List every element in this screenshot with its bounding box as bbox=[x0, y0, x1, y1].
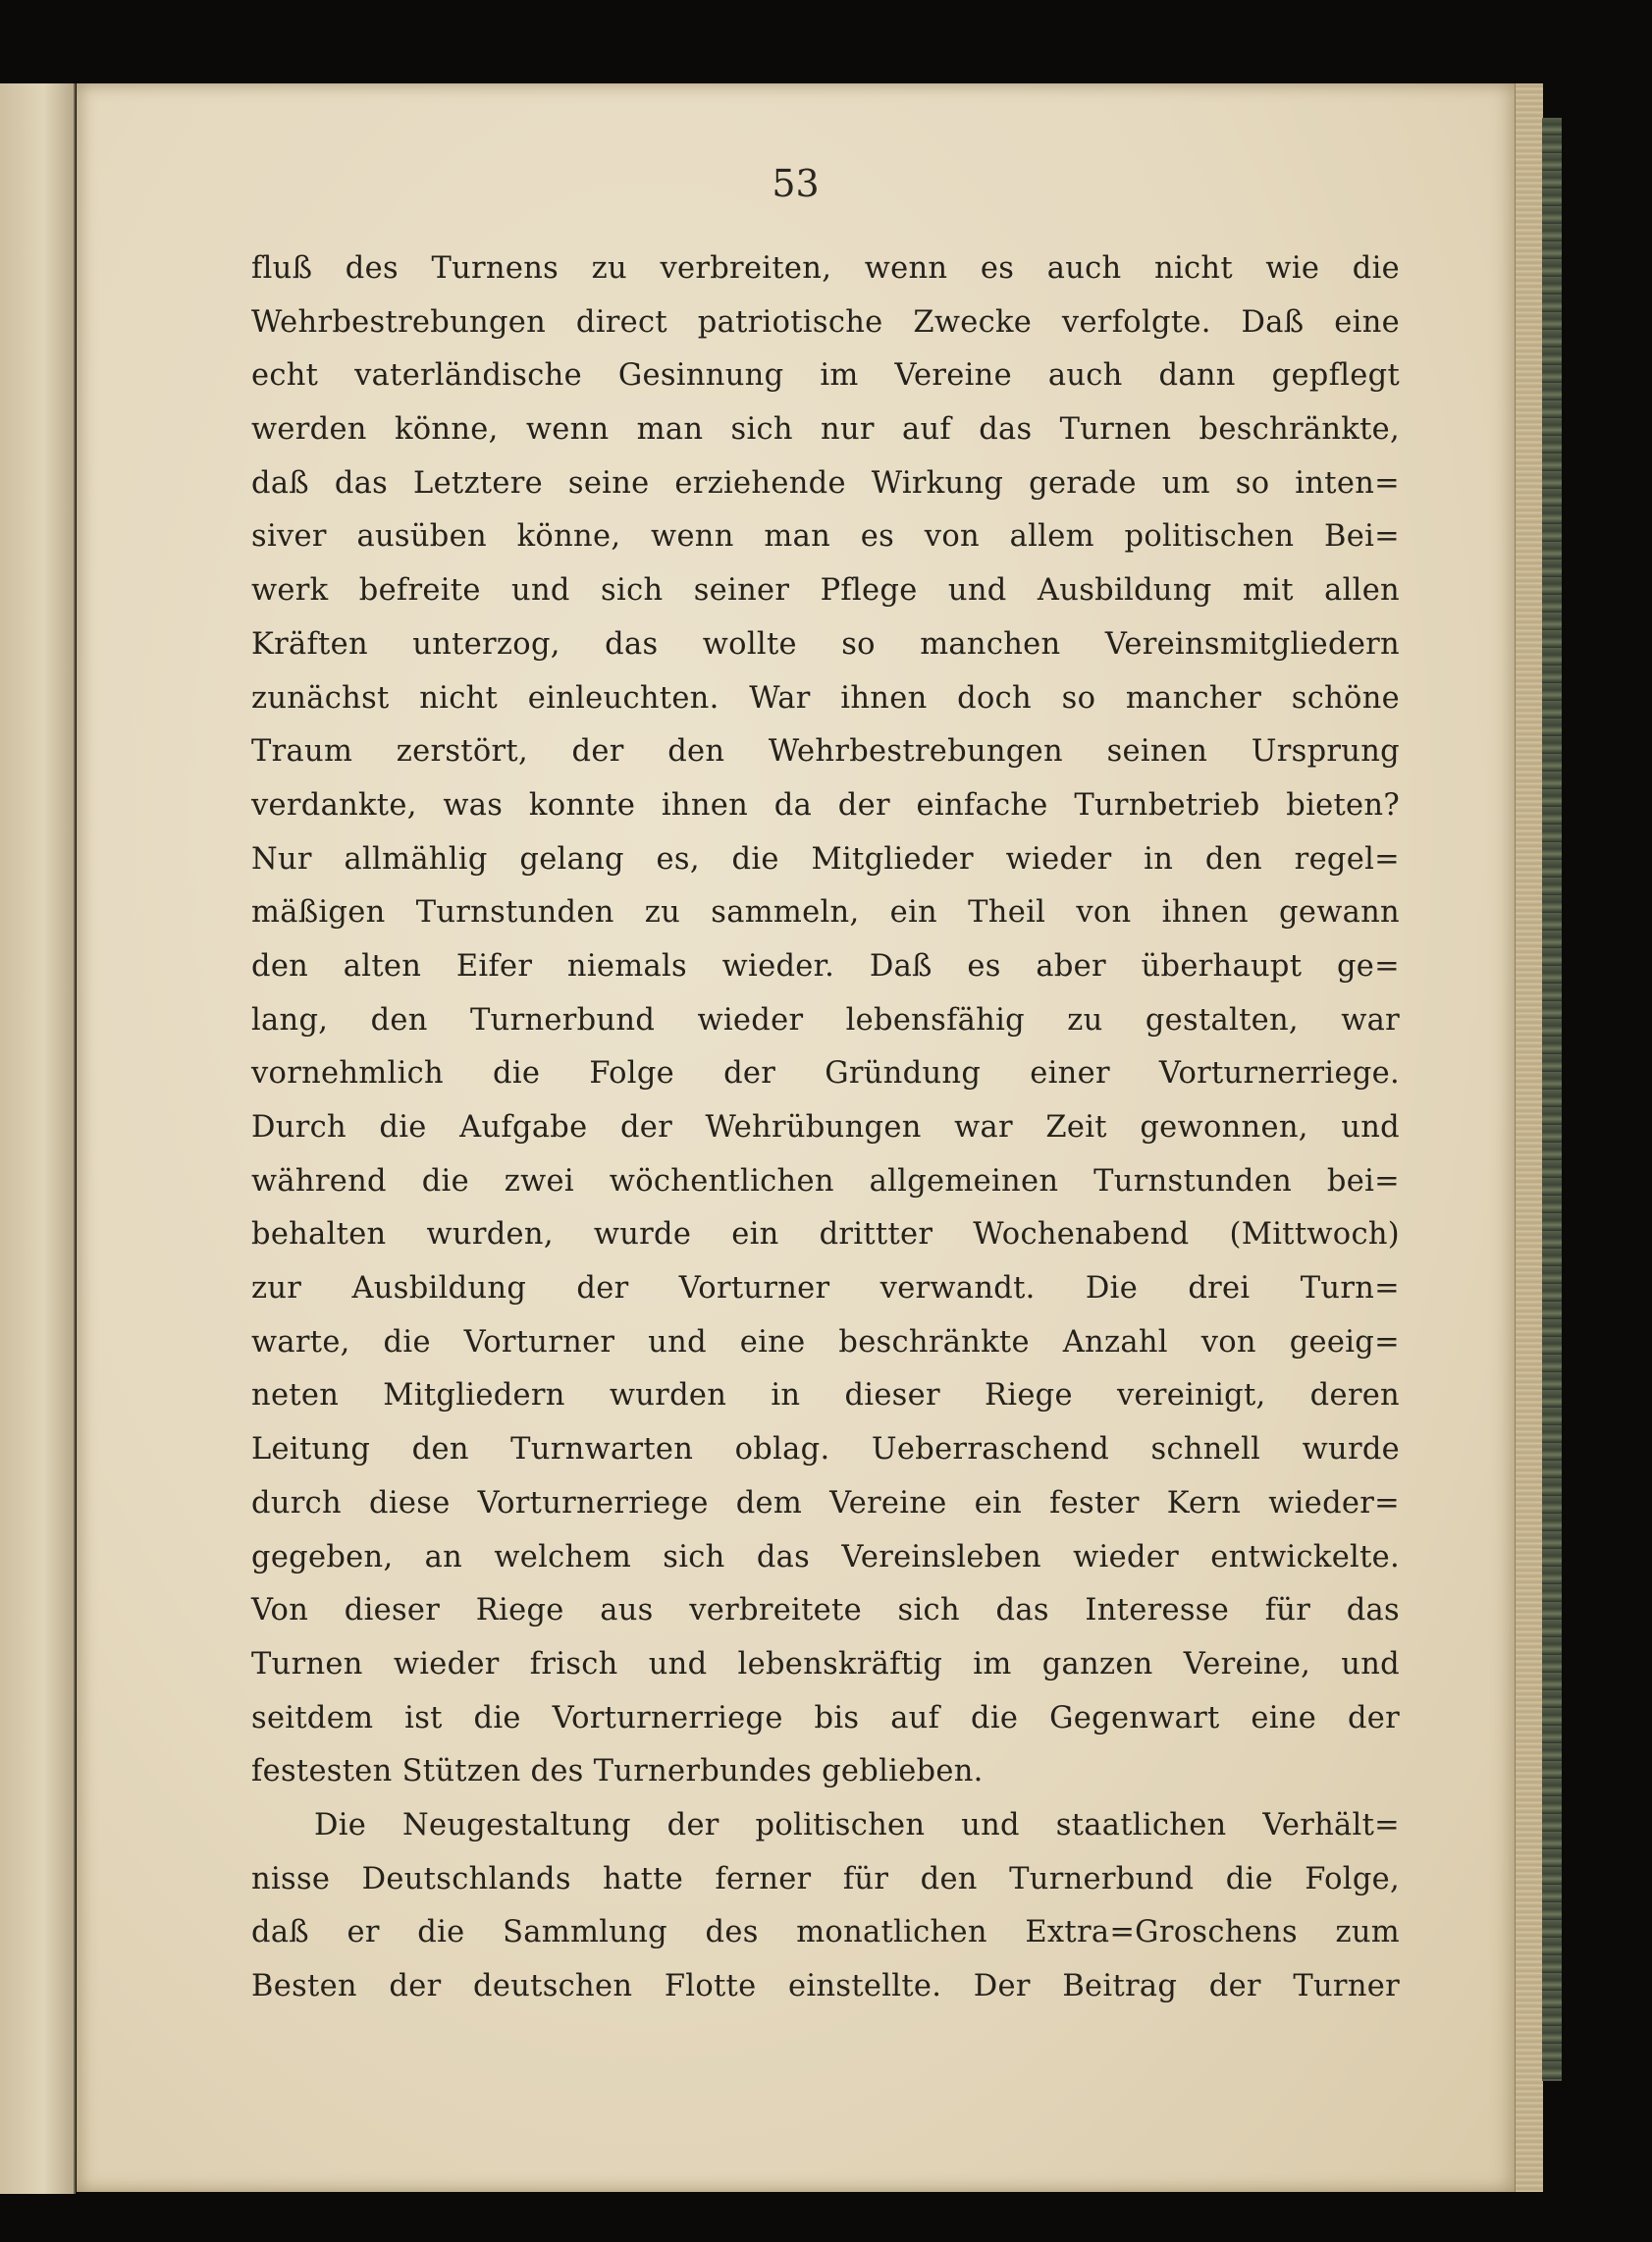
page-block-edge bbox=[1515, 83, 1543, 2192]
text-line: behalten wurden, wurde ein drittter Wochenabend (Mittwoch) bbox=[251, 1217, 1400, 1253]
text-line: Durch die Aufgabe der Wehrübungen war Zeit gewonnen, und bbox=[251, 1110, 1400, 1145]
text-line: Die Neugestaltung der politischen und staatlichen Verhält= bbox=[314, 1807, 1400, 1842]
text-line: seitdem ist die Vorturnerriege bis auf die Gegenwart eine der bbox=[251, 1700, 1400, 1735]
text-line: festesten Stützen des Turnerbundes geblieben. bbox=[251, 1754, 984, 1789]
text-line: zunächst nicht einleuchten. War ihnen doch so mancher schöne bbox=[251, 680, 1400, 716]
text-line: fluß des Turnens zu verbreiten, wenn es auch nicht wie die bbox=[251, 251, 1400, 286]
text-line: daß das Letztere seine erziehende Wirkung gerade um so inten= bbox=[251, 465, 1400, 501]
text-line: während die zwei wöchentlichen allgemeinen Turnstunden bei= bbox=[251, 1163, 1400, 1199]
left-page-edge bbox=[0, 83, 76, 2194]
text-line: echt vaterländische Gesinnung im Vereine auch dann gepflegt bbox=[251, 358, 1400, 394]
text-line: gegeben, an welchem sich das Vereinsleben wieder entwickelte. bbox=[251, 1539, 1400, 1575]
text-line: siver ausüben könne, wenn man es von allem politischen Bei= bbox=[251, 519, 1400, 555]
text-line: durch diese Vorturnerriege dem Vereine ein fester Kern wieder= bbox=[251, 1485, 1400, 1521]
text-line: Traum zerstört, der den Wehrbestrebungen seinen Ursprung bbox=[251, 734, 1400, 770]
text-line: vornehmlich die Folge der Gründung einer Vorturnerriege. bbox=[251, 1056, 1400, 1092]
text-line: Kräften unterzog, das wollte so manchen Vereinsmitgliedern bbox=[251, 626, 1400, 662]
text-line: warte, die Vorturner und eine beschränkte Anzahl von geeig= bbox=[251, 1324, 1400, 1360]
text-line: Turnen wieder frisch und lebenskräftig im ganzen Vereine, und bbox=[251, 1646, 1400, 1682]
text-line: Wehrbestrebungen direct patriotische Zwecke verfolgte. Daß eine bbox=[251, 304, 1400, 340]
text-line: Von dieser Riege aus verbreitete sich das Interesse für das bbox=[251, 1593, 1400, 1628]
text-line: lang, den Turnerbund wieder lebensfähig zu gestalten, war bbox=[251, 1002, 1400, 1038]
text-line: Besten der deutschen Flotte einstellte. Der Beitrag der Turner bbox=[251, 1969, 1400, 2003]
binding-strip bbox=[1542, 118, 1562, 2081]
text-line: Leitung den Turnwarten oblag. Ueberraschend schnell wurde bbox=[251, 1432, 1400, 1468]
text-line: nisse Deutschlands hatte ferner für den Turnerbund die Folge, bbox=[251, 1861, 1400, 1896]
text-line: den alten Eifer niemals wieder. Daß es aber überhaupt ge= bbox=[251, 948, 1400, 984]
text-line: werden könne, wenn man sich nur auf das Turnen beschränkte, bbox=[251, 412, 1400, 448]
text-line: mäßigen Turnstunden zu sammeln, ein Theil von ihnen gewann bbox=[251, 895, 1400, 931]
text-line: neten Mitgliedern wurden in dieser Riege vereinigt, deren bbox=[251, 1378, 1400, 1414]
page-number: 53 bbox=[772, 162, 820, 205]
book-page bbox=[77, 83, 1515, 2192]
text-line: Nur allmählig gelang es, die Mitglieder wieder in den regel= bbox=[251, 841, 1400, 877]
body-text bbox=[251, 242, 1400, 2014]
text-line: zur Ausbildung der Vorturner verwandt. Die drei Turn= bbox=[251, 1271, 1400, 1307]
text-line: verdankte, was konnte ihnen da der einfache Turnbetrieb bieten? bbox=[251, 787, 1400, 823]
text-line: werk befreite und sich seiner Pflege und Ausbildung mit allen bbox=[251, 573, 1400, 609]
text-line: daß er die Sammlung des monatlichen Extra=Groschens zum bbox=[251, 1915, 1400, 1950]
